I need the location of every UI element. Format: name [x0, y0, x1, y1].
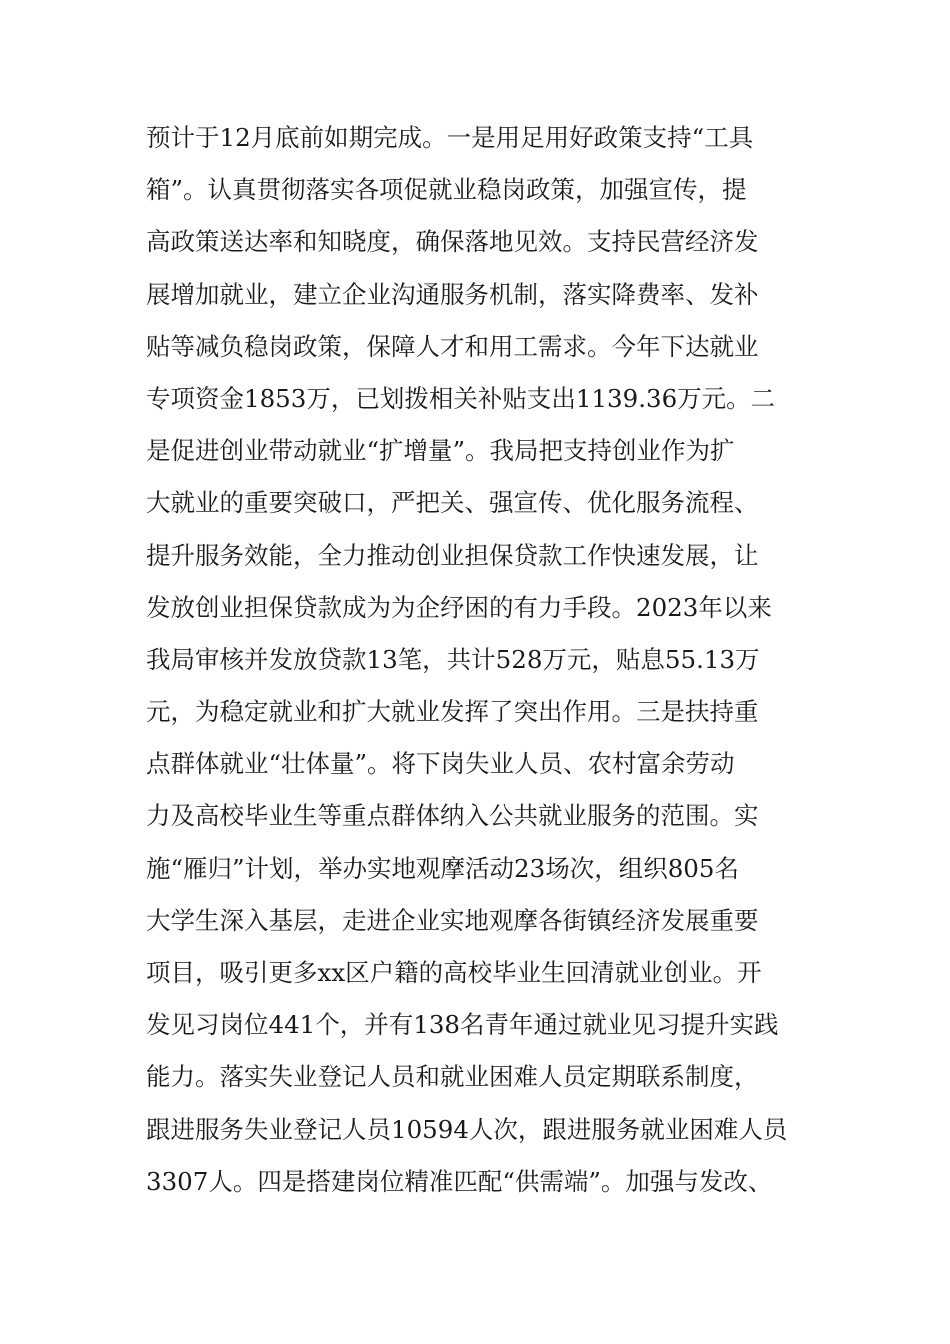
text-line: 贴等减负稳岗政策，保障人才和用工需求。今年下达就业 [146, 331, 759, 361]
text-line: 我局审核并发放贷款13笔，共计528万元，贴息55.13万 [146, 644, 760, 674]
text-line: 元，为稳定就业和扩大就业发挥了突出作用。三是扶持重 [146, 697, 759, 727]
text-line: 提升服务效能，全力推动创业担保贷款工作快速发展，让 [146, 540, 759, 570]
text-line: 施“雁归”计划，举办实地观摩活动23场次，组织805名 [146, 853, 739, 883]
text-line: 点群体就业“壮体量”。将下岗失业人员、农村富余劳动 [146, 749, 735, 779]
text-line: 3307人。四是搭建岗位精准匹配“供需端”。加强与发改、 [146, 1166, 773, 1196]
body-text [146, 112, 836, 1208]
text-line: 箱”。认真贯彻落实各项促就业稳岗政策，加强宣传，提 [146, 175, 747, 205]
text-line: 发见习岗位441个，并有138名青年通过就业见习提升实践 [146, 1010, 779, 1040]
text-line: 展增加就业，建立企业沟通服务机制，落实降费率、发补 [146, 279, 759, 309]
text-line: 大就业的重要突破口，严把关、强宣传、优化服务流程、 [146, 488, 759, 518]
text-line: 跟进服务失业登记人员10594人次，跟进服务就业困难人员 [146, 1114, 788, 1144]
text-line: 能力。落实失业登记人员和就业困难人员定期联系制度， [146, 1062, 759, 1092]
text-line: 是促进创业带动就业“扩增量”。我局把支持创业作为扩 [146, 436, 735, 466]
text-line: 预计于12月底前如期完成。一是用足用好政策支持“工具 [146, 123, 754, 152]
text-line: 力及高校毕业生等重点群体纳入公共就业服务的范围。实 [146, 801, 759, 831]
text-line: 高政策送达率和知晓度，确保落地见效。支持民营经济发 [146, 227, 759, 257]
text-line: 大学生深入基层，走进企业实地观摩各街镇经济发展重要 [146, 905, 759, 935]
text-line: 项目，吸引更多xx区户籍的高校毕业生回清就业创业。开 [146, 958, 762, 987]
text-line: 专项资金1853万，已划拨相关补贴支出1139.36万元。二 [146, 383, 776, 413]
text-line: 发放创业担保贷款成为为企纾困的有力手段。2023年以来 [146, 592, 772, 622]
